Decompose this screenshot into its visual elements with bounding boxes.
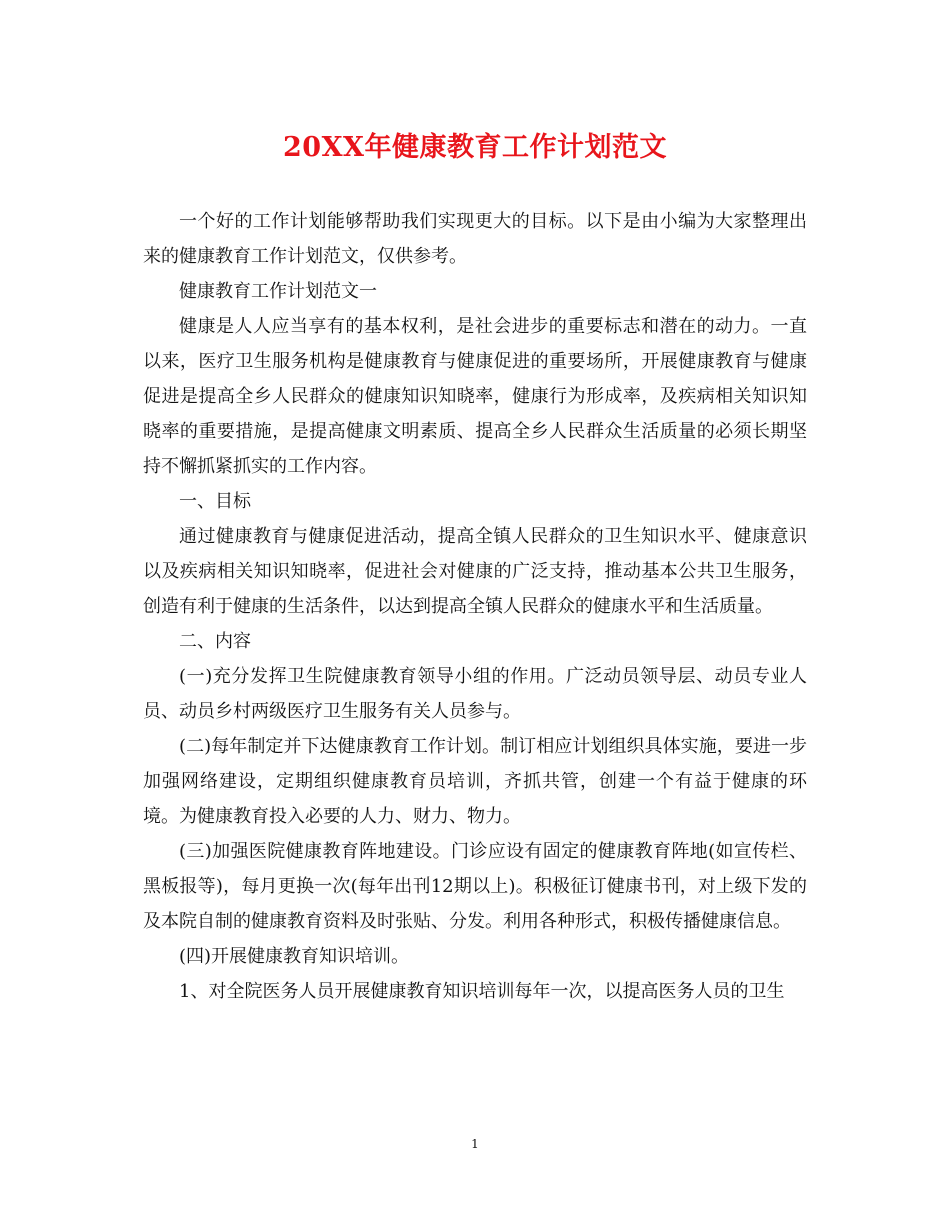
paragraph: 健康是人人应当享有的基本权利，是社会进步的重要标志和潜在的动力。一直以来，医疗卫生服务机构是健康教育与健康促进的重要场所，开展健康教育与健康促进是提高全乡人民群众的健康知识知晓率，健康行为形成率，及疾病相关知识知晓率的重要措施，是提高健康文明素质、提高全乡人民群众生活质量的必须长期坚持不懈抓紧抓实的工作内容。 (143, 316, 807, 477)
section-heading: 一、目标 (179, 491, 251, 512)
paragraph: (一)充分发挥卫生院健康教育领导小组的作用。广泛动员领导层、动员专业人员、动员乡村两级医疗卫生服务有关人员参与。 (143, 666, 807, 722)
paragraph: (三)加强医院健康教育阵地建设。门诊应设有固定的健康教育阵地(如宣传栏、黑板报等)，每月更换一次(每年出刊12期以上)。积极征订健康书刊，对上级下发的及本院自制的健康教育资料及时张贴、分发。利用各种形式，积极传播健康信息。 (143, 841, 807, 932)
document-title: 20XX年健康教育工作计划范文 (283, 132, 667, 163)
paragraph: 通过健康教育与健康促进活动，提高全镇人民群众的卫生知识水平、健康意识以及疾病相关知识知晓率，促进社会对健康的广泛支持，推动基本公共卫生服务，创造有利于健康的生活条件，以达到提高全镇人民群众的健康水平和生活质量。 (143, 526, 807, 617)
section-heading: 健康教育工作计划范文一 (179, 281, 377, 302)
paragraph: (二)每年制定并下达健康教育工作计划。制订相应计划组织具体实施，要进一步加强网络建设，定期组织健康教育员培训，齐抓共管，创建一个有益于健康的环境。为健康教育投入必要的人力、财力、物力。 (143, 736, 807, 827)
page-number: 1 (471, 1137, 479, 1151)
section-heading: 二、内容 (179, 631, 251, 652)
paragraph: 一个好的工作计划能够帮助我们实现更大的目标。以下是由小编为大家整理出来的健康教育工作计划范文，仅供参考。 (143, 211, 807, 267)
paragraph: 1、对全院医务人员开展健康教育知识培训每年一次，以提高医务人员的卫生 (179, 981, 785, 1002)
document-body (143, 204, 807, 1009)
paragraph: (四)开展健康教育知识培训。 (179, 946, 410, 967)
